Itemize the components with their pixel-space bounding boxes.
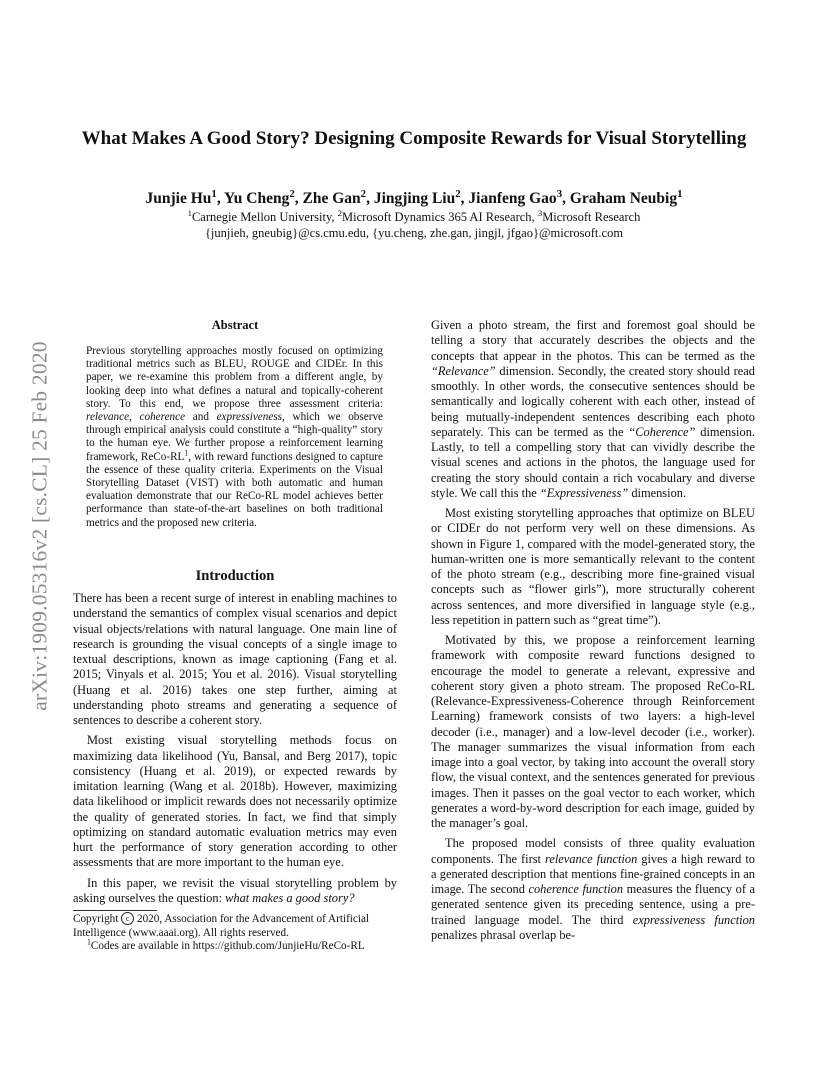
left-column-body [73, 591, 397, 911]
footnote-divider [73, 910, 157, 911]
copyright-notice: Copyright c 2020, Association for the Advancement of Artificial Intelligence (www.aaai.org). All rights reserved. [73, 913, 370, 939]
paragraph: Most existing visual storytelling methods focus on maximizing data likelihood (Yu, Bansal, and Berg 2017), topic consistency (Huang et al. 2019), or expected rewards by imitation learning (Wang et al. 2018b). However, maximizing data likelihood or implicit rewards does not necessarily optimize the quality of generated stories. In fact, we find that simply optimizing on standard automatic evaluation metrics may even hurt the performance of story generation according to other assessments that are more important to the human eye. [73, 733, 397, 870]
introduction-heading: Introduction [195, 568, 275, 584]
author-name: Graham Neubig [569, 190, 678, 207]
affiliation-cmu: Carnegie Mellon University, [191, 210, 338, 224]
paragraph: In this paper, we revisit the visual storytelling problem by asking ourselves the question: what makes a good story? [73, 875, 397, 905]
author-affil-mark: 2 [360, 187, 367, 200]
author-list: Junjie Hu$^1$, Yu Cheng$^2$, Zhe Gan$^2$, Jingjing Liu$^2$, Jianfeng Gao$^3$, Graham Neubig$^1$ [145, 187, 683, 207]
paragraph: Given a photo stream, the first and foremost goal should be telling a story that accurately describes the objects and the concepts that appear in the photos. This can be termed as the “Relevance” dimension. Secondly, the created story should read smoothly. In other words, the consecutive sentences should be semantically and logically coherent with each other, instead of being mutually-independent sentences describing each photo separately. This can be termed as the “Coherence” dimension. Lastly, to tell a compelling story that can vividly describe the visual scenes and actions in the photos, the language used for creating the story should contain a rich vocabulary and diverse style. We call this the “Expressiveness” dimension. [431, 318, 755, 500]
affiliation-msr: Microsoft Research [542, 210, 641, 224]
author-name: Zhe Gan [302, 190, 361, 207]
author-name: Jianfeng Gao [468, 190, 557, 207]
paper-title: What Makes A Good Story? Designing Composite Rewards for Visual Storytelling [81, 128, 747, 149]
paragraph: Motivated by this, we propose a reinforcement learning framework with composite reward functions designed to encourage the model to generate a relevant, expressive and coherent story given a photo stream. The proposed ReCo-RL (Relevance-Expressiveness-Coherence through Reinforcement Learning) framework consists of two layers: a high-level decoder (i.e., manager) and a low-level decoder (i.e., worker). The manager summarizes the visual information from each image into a goal vector, by taking into account the overall story flow, the visual context, and the sentences generated for previous images. Then it passes on the goal vector to each worker, which generates a word-by-word description for each image, guided by the manager’s goal. [431, 633, 755, 830]
author-name: Jingjing Liu [373, 190, 456, 207]
author-name: Yu Cheng [224, 190, 290, 207]
affil-mark: 2 [337, 207, 343, 218]
author-affil-mark: 2 [455, 187, 461, 200]
footnote-ref: 1 [184, 447, 189, 457]
author-affil-mark: 1 [211, 187, 217, 200]
footnotes [73, 912, 397, 954]
footnote-1: $^1$Codes are available in https://github.com/JunjieHu/ReCo-RL [87, 937, 365, 952]
arxiv-id-text: arXiv:1909.05316v2 [cs.CL] 25 Feb 2020 [27, 340, 52, 711]
affil-mark: 3 [537, 207, 543, 218]
author-name: Junjie Hu [145, 190, 212, 207]
author-affil-mark: 3 [556, 187, 563, 200]
paragraph: Most existing storytelling approaches that optimize on BLEU or CIDEr do not perform very well on these dimensions. As shown in Figure 1, compared with the model-generated story, the human-written one is more semantically relevant to the content of the photo stream (e.g., describing more fine-grained visual concepts such as “flower girls”), more structurally coherent across sentences, and more diversified in language style (e.g., less repetition in pattern such as “great time”). [431, 506, 755, 627]
affil-mark: 1 [187, 207, 192, 218]
arxiv-identifier [22, 288, 58, 763]
affiliation-msft-dynamics: Microsoft Dynamics 365 AI Research, [342, 210, 538, 224]
author-affil-mark: 1 [677, 187, 683, 200]
paragraph: There has been a recent surge of interest in enabling machines to understand the semantics of complex visual scenarios and depict visual objects/relations with natural language. One main line of research is grounding the visual concepts of a single image to textual descriptions, known as image captioning (Fang et al. 2015; Vinyals et al. 2015; You et al. 2016). Visual storytelling (Huang et al. 2016) takes one step further, aiming at understanding photo streams and generating a sequence of sentences to describe a coherent story. [73, 591, 397, 727]
affiliations [60, 207, 768, 225]
copyright-icon: c [121, 912, 134, 925]
author-emails: {junjieh, gneubig}@cs.cmu.edu, {yu.cheng, zhe.gan, jingjl, jfgao}@microsoft.com [204, 226, 624, 240]
right-column-body [431, 318, 755, 948]
paragraph: The proposed model consists of three quality evaluation components. The first relevance function gives a high reward to a generated description that mentions fine-grained concepts in an image. The second coherence function measures the fluency of a generated sentence given its preceding sentence, using a pre-trained language model. The third expressiveness function penalizes phrasal overlap be- [431, 836, 756, 942]
abstract-body: Previous storytelling approaches mostly focused on optimizing traditional metrics such as BLEU, ROUGE and CIDEr. In this paper, we re-examine this problem from a different angle, by looking deep into what defines a natural and topically-coherent story. To this end, we propose three assessment criteria: relevance, coherence and expressiveness, which we observe through empirical analysis could constitute a “high-quality” story to the human eye. We further propose a reinforcement learning framework, ReCo-$RL^1$, with reward functions designed to capture the essence of these quality criteria. Experiments on the Visual Storytelling Dataset (VIST) with both automatic and human evaluation demonstrate that our ReCo-RL model achieves better performance than state-of-the-art baselines on both traditional metrics and the proposed new criteria. [86, 345, 383, 529]
abstract-heading: Abstract [211, 318, 259, 332]
author-affil-mark: 2 [289, 187, 295, 200]
